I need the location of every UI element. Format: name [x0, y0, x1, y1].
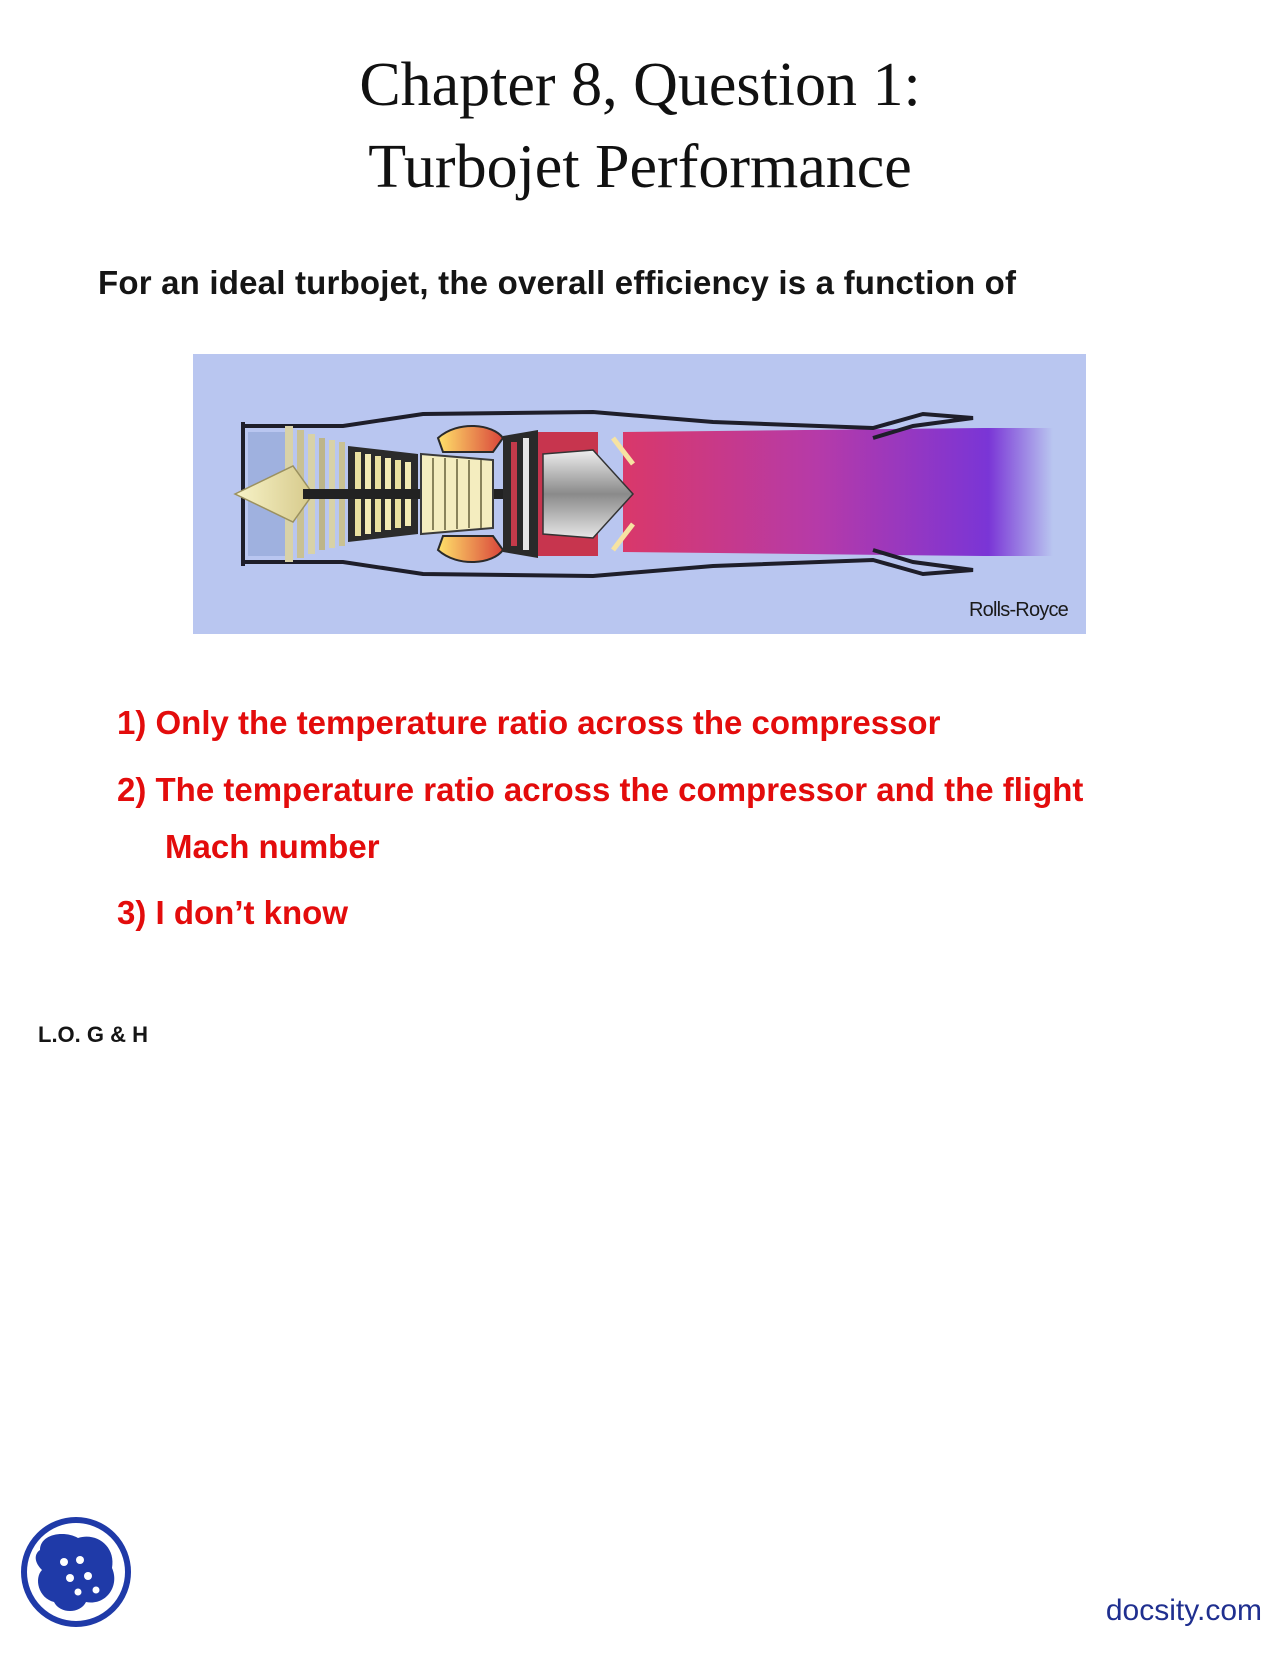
answer-option-2-continued[interactable]: Mach number	[165, 828, 380, 865]
combustor-top	[438, 426, 503, 452]
learning-objectives: L.O. G & H	[38, 1022, 148, 1047]
docsity-brand-link[interactable]: docsity.com	[1105, 1594, 1262, 1627]
exhaust-cone	[543, 450, 633, 538]
answer-option-3[interactable]: 3) I don’t know	[117, 894, 348, 931]
question-text: For an ideal turbojet, the overall efficiency is a function of	[98, 264, 1017, 301]
turbojet-cutaway-illustration	[193, 354, 1086, 634]
combustor-bottom	[438, 536, 503, 562]
page-title-line-1: Chapter 8, Question 1:	[359, 51, 921, 119]
turbojet-engine-figure	[193, 354, 1086, 634]
exhaust-plume	[623, 428, 1053, 556]
docsity-logo-icon[interactable]	[20, 1516, 132, 1628]
turbine-casing	[503, 430, 538, 558]
page-title-line-2: Turbojet Performance	[368, 133, 912, 201]
figure-credit: Rolls-Royce	[968, 599, 1068, 621]
answer-option-2[interactable]: 2) The temperature ratio across the compressor and the flight	[117, 771, 1084, 808]
answer-option-1[interactable]: 1) Only the temperature ratio across the compressor	[117, 704, 941, 741]
